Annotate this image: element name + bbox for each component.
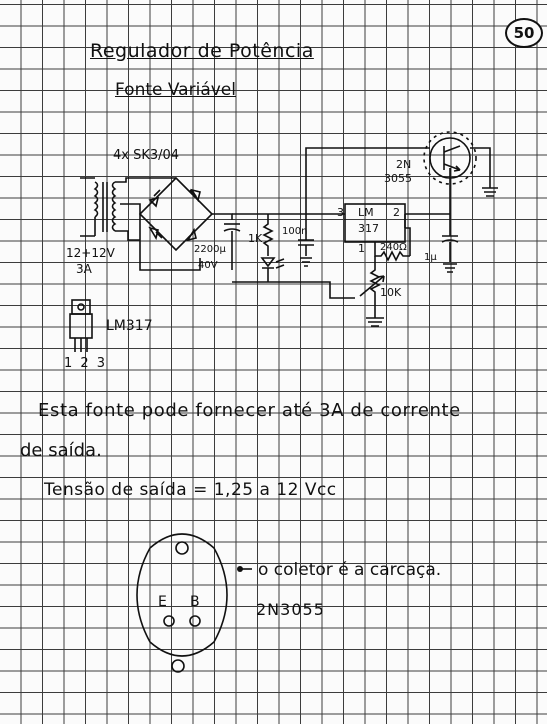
cap-2200-voltage: 40V [198, 260, 218, 271]
page-title: Regulador de Potência [90, 40, 314, 62]
part-name-2n3055: 2N3055 [256, 600, 325, 619]
body-text-line1: Esta fonte pode fornecer até 3A de corrente [38, 400, 461, 421]
pot-10k-label: 10K [380, 286, 402, 299]
transistor-label-line2: 3055 [384, 172, 412, 185]
bridge-label: 4x SK3/04 [113, 148, 180, 163]
regulator-pin1: 1 [358, 242, 365, 255]
transformer-label: 12+12V [66, 246, 115, 260]
resistor-1k-label: 1K [248, 232, 263, 245]
output-voltage-text: Tensão de saída = 1,25 a 12 Vcc [44, 480, 337, 500]
cap-2200-label: 2200µ [194, 244, 226, 255]
page-number: 50 [505, 18, 543, 48]
regulator-pin2: 2 [393, 206, 400, 219]
cap-1u-label: 1µ [424, 252, 437, 263]
collector-note: o coletor é a carcaça. [258, 560, 442, 580]
lm317-pinout-label: LM317 [106, 318, 153, 334]
regulator-label-line2: 317 [358, 222, 379, 235]
pin-e-label: E [158, 594, 167, 610]
regulator-label-line1: LM [358, 206, 374, 219]
page-subtitle: Fonte Variável [115, 80, 236, 100]
pin-b-label: B [190, 594, 200, 610]
regulator-pin3: 3 [337, 206, 344, 219]
transistor-label-line1: 2N [396, 158, 412, 171]
body-text-line2: de saída. [20, 440, 102, 461]
transformer-current: 3A [76, 262, 92, 276]
lm317-pin-numbers: 1 2 3 [64, 356, 108, 371]
cap-100n-label: 100n [282, 226, 308, 237]
resistor-240-label: 240Ω [380, 242, 407, 253]
